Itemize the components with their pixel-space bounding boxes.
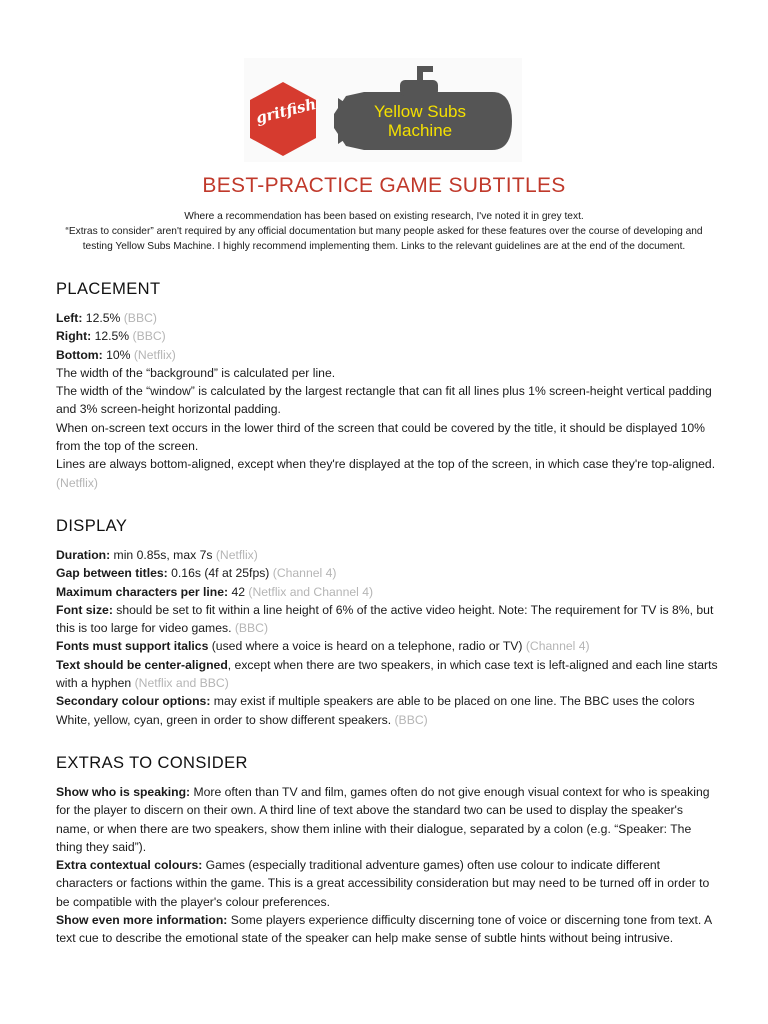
item-label: Fonts must support italics	[56, 639, 209, 654]
source-note: (Netflix and Channel 4)	[248, 584, 374, 599]
item-text: , except when there are two speakers, in which case text is left-aligned and each line starts with a hyphen	[56, 657, 718, 691]
display-item	[56, 656, 720, 693]
extras-section	[56, 783, 720, 948]
source-note: (BBC)	[394, 712, 428, 727]
source-note: (Netflix)	[133, 347, 176, 362]
item-text: 0.16s (4f at 25fps)	[167, 566, 273, 581]
item-text: should be set to fit within a line height of 6% of the active video height. Note: The requirement for TV is 8%, but this is too large for video games.	[56, 602, 714, 636]
source-note: (Netflix and BBC)	[134, 676, 229, 691]
item-text: may exist if multiple speakers are able to be placed on one line. The BBC uses the colors White, yellow, cyan, green in order to show different speakers.	[56, 694, 695, 727]
item-label: Duration:	[56, 548, 111, 562]
placement-section	[56, 309, 720, 492]
placement-item	[56, 327, 720, 345]
item-text: Some players experience difficulty discerning tone of voice or discerning tone from text. A text cue to describe the emotional state of the speaker can help make sense of subtle hints without being intrusive.	[56, 913, 712, 946]
item-label: Left:	[56, 311, 83, 325]
item-text: Games (especially traditional adventure games) often use colour to indicate different characters or factions within the game. This is a great accessibility consideration but may need to be turned off in order to be compatible with the player's colour preferences.	[56, 858, 710, 909]
source-note: (Netflix)	[215, 548, 258, 562]
submarine-label-line: Machine	[387, 121, 453, 140]
item-label: Gap between titles:	[56, 566, 168, 581]
header-logo	[244, 58, 522, 162]
source-note: (Channel 4)	[272, 566, 337, 581]
intro-text	[52, 209, 716, 254]
item-label: Maximum characters per line:	[56, 584, 229, 599]
item-text: (used where a voice is heard on a telephone, radio or TV)	[208, 639, 526, 654]
placement-item	[56, 346, 720, 364]
placement-item	[56, 455, 720, 492]
display-section	[56, 546, 720, 729]
item-label: Show even more information:	[56, 913, 228, 928]
placement-item	[56, 419, 720, 456]
section-heading-display: DISPLAY	[56, 517, 128, 535]
item-text: 42	[228, 584, 249, 599]
item-label: Show who is speaking:	[56, 785, 191, 799]
intro-line: “Extras to consider” aren't required by any official documentation but many people asked for these features over the course of developing and testing Yellow Subs Machine. I highly recommend implementing them. Links to the relevant guidelines are at the end of the document.	[65, 226, 703, 252]
submarine-label	[350, 102, 490, 140]
intro-line: Where a recommendation has been based on existing research, I've noted it in grey text.	[184, 211, 584, 222]
item-text: More often than TV and film, games often do not give enough visual context for who is speaking for the player to discern on their own. A third line of text above the standard two can be used to display the speaker's name, or when there are two speakers, show them inline with their dialogue, separated by a colon (e.g. “Speaker: The thing they said”).	[56, 785, 710, 854]
item-text: When on-screen text occurs in the lower third of the screen that could be covered by the title, it should be displayed 10% from the top of the screen.	[56, 420, 706, 454]
section-heading-placement: PLACEMENT	[56, 280, 161, 298]
item-label: Extra contextual colours:	[56, 858, 203, 873]
placement-item	[56, 382, 720, 419]
item-label: Bottom:	[56, 347, 103, 362]
item-text: 12.5%	[82, 311, 124, 325]
section-heading-extras: EXTRAS TO CONSIDER	[56, 754, 248, 772]
item-label: Text should be center-aligned	[56, 657, 228, 672]
item-text: The width of the “window” is calculated by the largest rectangle that can fit all lines plus 1% screen-height vertical padding and 3% screen-height horizontal padding.	[56, 384, 712, 417]
display-item	[56, 601, 720, 638]
source-note: (BBC)	[132, 329, 166, 344]
source-note: (Netflix)	[56, 475, 98, 490]
extras-item	[56, 911, 720, 948]
placement-item	[56, 364, 720, 382]
display-item	[56, 583, 720, 601]
display-item	[56, 564, 720, 582]
extras-item	[56, 783, 720, 856]
display-item	[56, 637, 720, 655]
display-item	[56, 692, 720, 729]
item-text: min 0.85s, max 7s	[110, 548, 216, 562]
item-text: 10%	[102, 347, 134, 362]
item-text: The width of the “background” is calculated per line.	[56, 365, 336, 380]
item-label: Font size:	[56, 602, 113, 617]
item-text: 12.5%	[91, 329, 133, 344]
source-note: (BBC)	[123, 311, 157, 325]
display-item	[56, 546, 720, 564]
item-text: Lines are always bottom-aligned, except when they're displayed at the top of the screen, in which case they're top-aligned.	[56, 457, 716, 472]
item-label: Secondary colour options:	[56, 694, 211, 709]
item-label: Right:	[56, 329, 92, 344]
source-note: (BBC)	[234, 621, 269, 636]
placement-item	[56, 309, 720, 327]
source-note: (Channel 4)	[525, 639, 590, 654]
gritfish-logo-text: gritfish	[254, 94, 318, 128]
submarine-label-line: Yellow Subs	[374, 102, 466, 121]
extras-item	[56, 856, 720, 911]
document-title: BEST-PRACTICE GAME SUBTITLES	[202, 174, 566, 197]
